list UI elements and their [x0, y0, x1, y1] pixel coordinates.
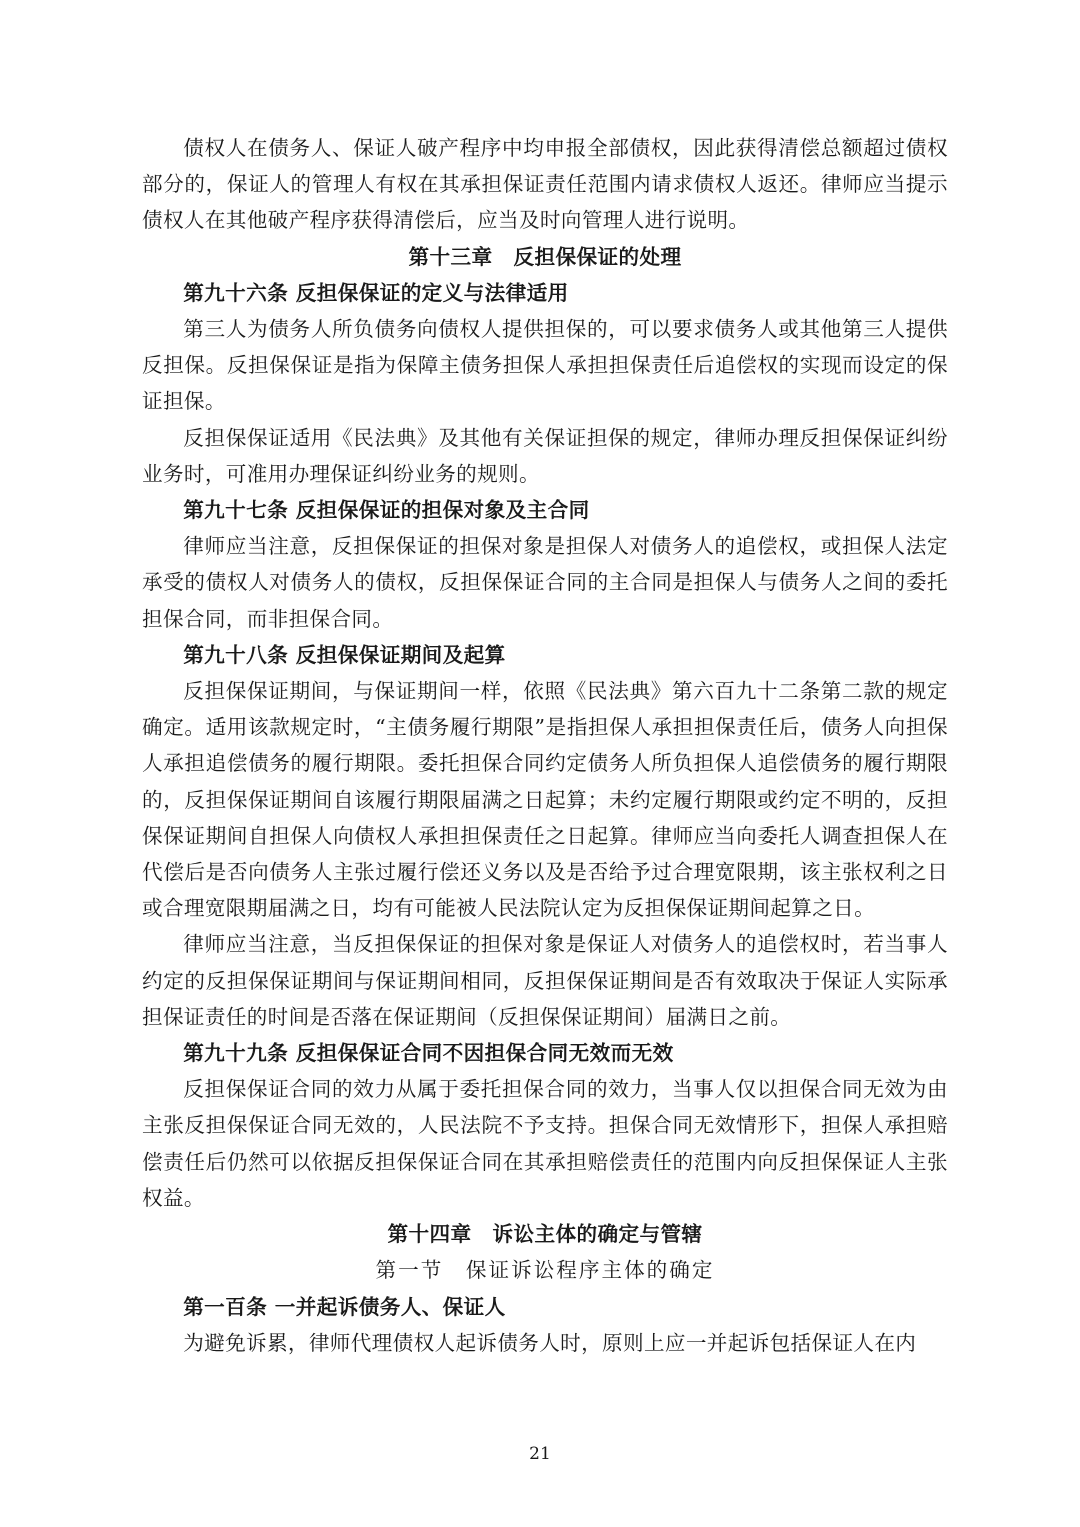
paragraph: 第三人为债务人所负债务向债权人提供担保的，可以要求债务人或其他第三人提供反担保。反担保保证是指为保障主债务担保人承担担保责任后追偿权的实现而设定的保证担保。 — [142, 317, 948, 414]
chapter-heading: 第十四章 诉讼主体的确定与管辖 — [387, 1222, 703, 1247]
section-heading: 第一节 保证诉讼程序主体的确定 — [375, 1258, 715, 1283]
paragraph: 反担保保证合同的效力从属于委托担保合同的效力，当事人仅以担保合同无效为由主张反担保保证合同无效的，人民法院不予支持。担保合同无效情形下，担保人承担赔偿责任后仍然可以依据反担保保证合同在其承担赔偿责任的范围内向反担保保证人主张权益。 — [142, 1077, 948, 1210]
document-page — [142, 130, 948, 1361]
article-heading: 第一百条 一并起诉债务人、保证人 — [183, 1294, 506, 1319]
chapter-heading: 第十三章 反担保保证的处理 — [408, 244, 682, 269]
paragraph: 律师应当注意，当反担保保证的担保对象是保证人对债务人的追偿权时，若当事人约定的反担保保证期间与保证期间相同，反担保保证期间是否有效取决于保证人实际承担保证责任的时间是否落在保证期间（反担保保证期间）届满日之前。 — [142, 932, 948, 1029]
article-heading: 第九十九条 反担保保证合同不因担保合同无效而无效 — [183, 1041, 674, 1066]
article-heading: 第九十六条 反担保保证的定义与法律适用 — [183, 280, 569, 305]
paragraph: 律师应当注意，反担保保证的担保对象是担保人对债务人的追偿权，或担保人法定承受的债权人对债务人的债权，反担保保证合同的主合同是担保人与债务人之间的委托担保合同，而非担保合同。 — [142, 534, 948, 631]
paragraph: 反担保保证期间，与保证期间一样，依照《民法典》第六百九十二条第二款的规定确定。适用该款规定时，“主债务履行期限”是指担保人承担担保责任后，债务人向担保人承担追偿债务的履行期限。委托担保合同约定债务人所负担保人追偿债务的履行期限的，反担保保证期间自该履行期限届满之日起算；未约定履行期限或约定不明的，反担保保证期间自担保人向债权人承担担保责任之日起算。律师应当向委托人调查担保人在代偿后是否向债务人主张过履行偿还义务以及是否给予过合理宽限期，该主张权利之日或合理宽限期届满之日，均有可能被人民法院认定为反担保保证期间起算之日。 — [142, 679, 948, 921]
article-heading: 第九十八条 反担保保证期间及起算 — [183, 642, 506, 667]
page-number: 21 — [529, 1444, 551, 1464]
paragraph: 为避免诉累，律师代理债权人起诉债务人时，原则上应一并起诉包括保证人在内 — [183, 1330, 917, 1355]
article-heading: 第九十七条 反担保保证的担保对象及主合同 — [183, 498, 590, 523]
paragraph: 反担保保证适用《民法典》及其他有关保证担保的规定，律师办理反担保保证纠纷业务时，可准用办理保证纠纷业务的规则。 — [142, 425, 948, 486]
paragraph: 债权人在债务人、保证人破产程序中均申报全部债权，因此获得清偿总额超过债权部分的，保证人的管理人有权在其承担保证责任范围内请求债权人返还。律师应当提示债权人在其他破产程序获得清偿后，应当及时向管理人进行说明。 — [142, 136, 948, 233]
